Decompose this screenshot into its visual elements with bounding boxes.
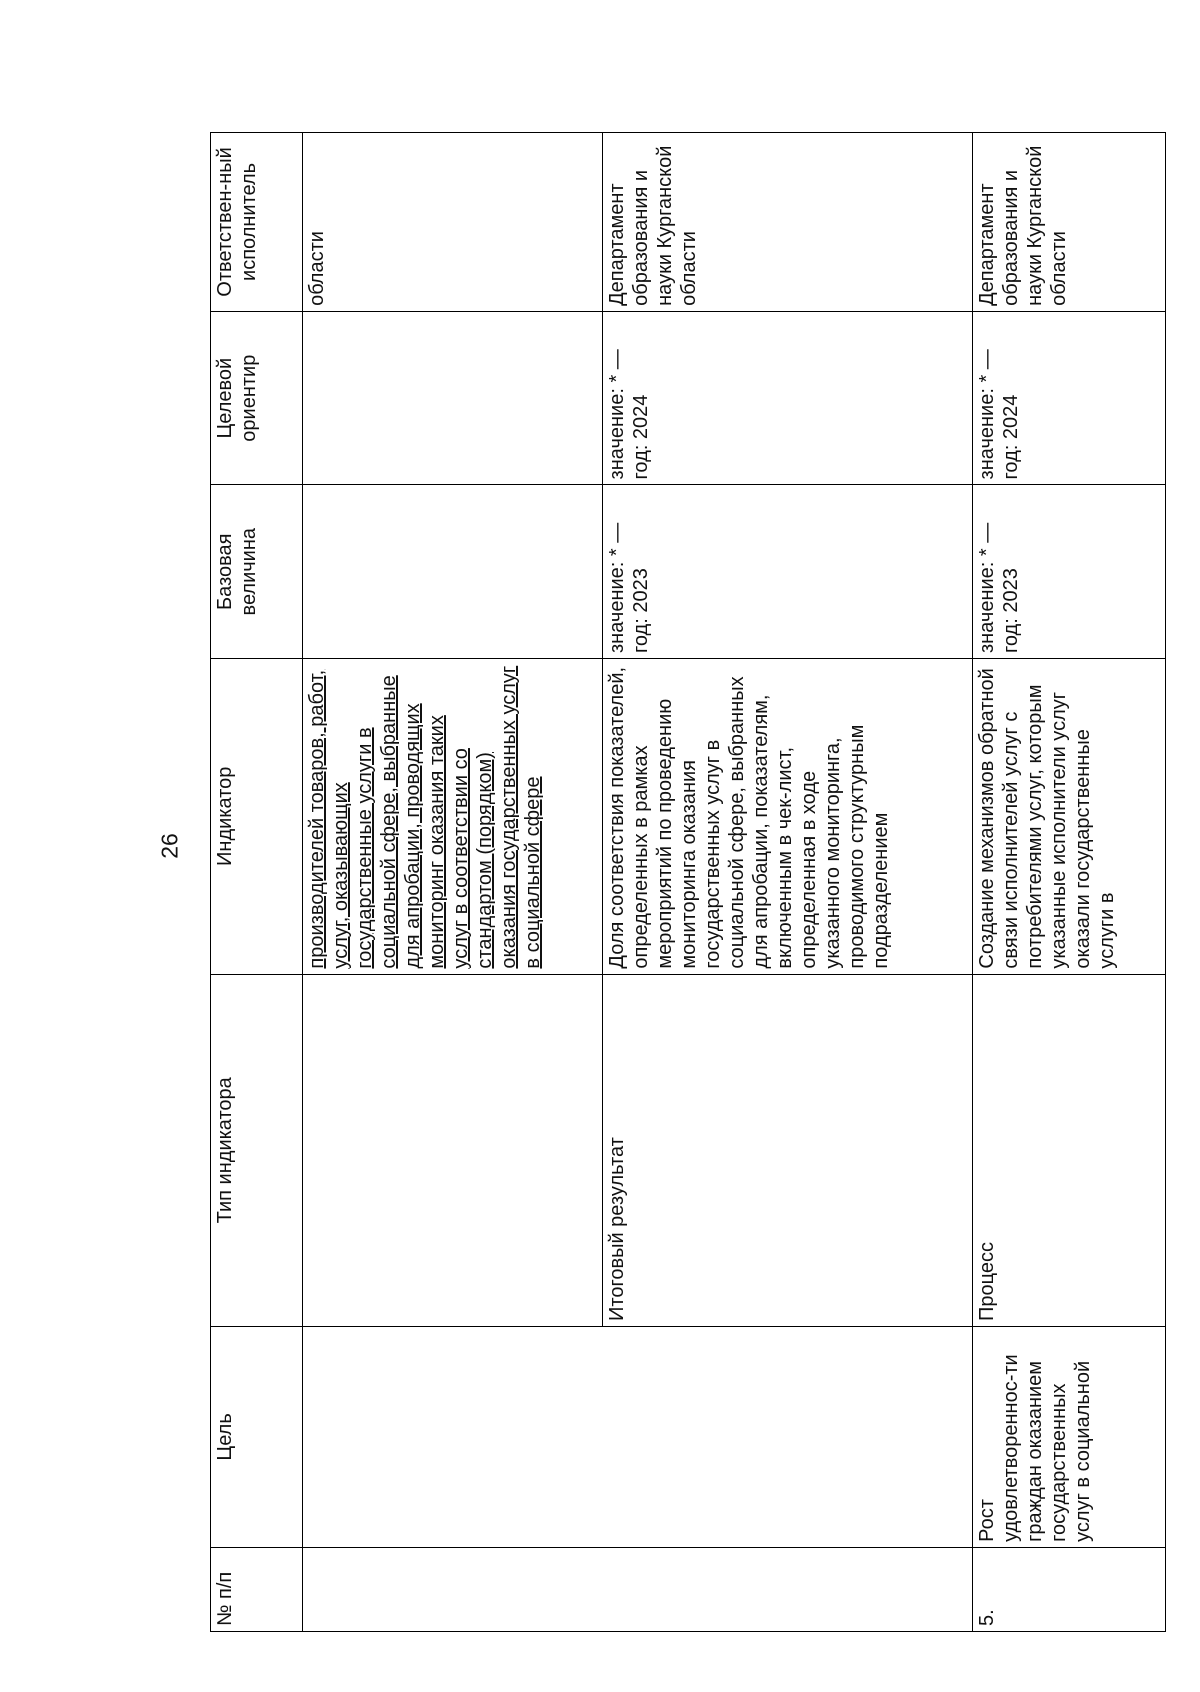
cell-target: значение: * — год: 2024 [603, 311, 973, 485]
table-row [973, 133, 1166, 1632]
header-target: Целевой ориентир [211, 311, 303, 485]
cell-indicator [303, 659, 603, 975]
rotated-table-container [210, 132, 1165, 1632]
cell-responsible: Департамент образования и науки Курганской области [603, 133, 973, 312]
cell-responsible: области [303, 133, 603, 312]
cell-goal [303, 1326, 973, 1547]
cell-base: значение: * — год: 2023 [973, 485, 1166, 659]
header-responsible: Ответствен-ный исполнитель [211, 133, 303, 312]
header-indicator: Индикатор [211, 659, 303, 975]
cell-type [303, 974, 603, 1326]
cell-type: Процесс [973, 974, 1166, 1326]
cell-goal: Рост удовлетвореннос-ти граждан оказанием государственных услуг в социальной [973, 1326, 1166, 1547]
cell-type: Итоговый результат [603, 974, 973, 1326]
cell-base: значение: * — год: 2023 [603, 485, 973, 659]
cell-indicator: Доля соответствия показателей, определенных в рамках мероприятий по проведению мониторинга оказания государственных услуг в социальной сфере, выбранных для апробации, показателям, включенным в чек-лист, определенная в ходе указанного мониторинга, проводимого структурным подразделением [603, 659, 973, 975]
cell-target: значение: * — год: 2024 [973, 311, 1166, 485]
header-type: Тип индикатора [211, 974, 303, 1326]
table-header-row [211, 133, 303, 1632]
header-base: Базовая величина [211, 485, 303, 659]
table-row [303, 133, 603, 1632]
cell-num [303, 1547, 973, 1631]
cell-responsible: Департамент образования и науки Курганской области [973, 133, 1166, 312]
header-goal: Цель [211, 1326, 303, 1547]
cell-target [303, 311, 603, 485]
indicators-table [210, 132, 1166, 1632]
page-number: 26 [156, 833, 183, 859]
header-num: № п/п [211, 1547, 303, 1631]
cell-indicator: Создание механизмов обратной связи исполнителей услуг с потребителями услуг, которым указанные исполнители услуг оказали государственные услуги в [973, 659, 1166, 975]
cell-base [303, 485, 603, 659]
cell-indicator-text: производителей товаров, работ, услуг, оказывающих государственные услуги в социальной сфере, выбранные для апробации, проводящих мониторинг оказания таких услуг в соответствии со стандартом (порядком) оказания государственных услуг в социальной сфере [306, 665, 544, 969]
cell-num: 5. [973, 1547, 1166, 1631]
